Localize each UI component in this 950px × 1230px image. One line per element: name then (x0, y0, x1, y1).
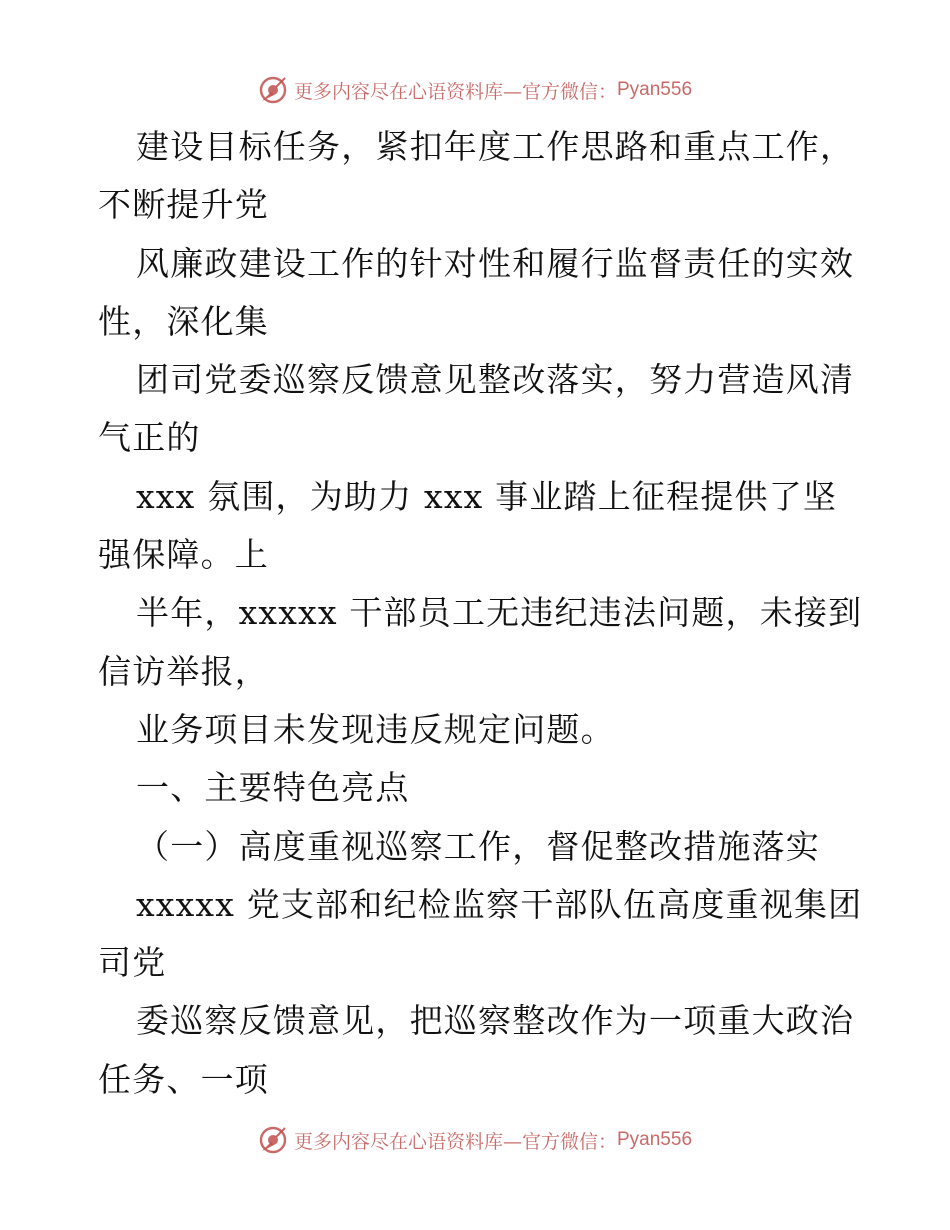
body-line: 任务、一项 (98, 1059, 269, 1099)
watermark-footer (0, 1120, 950, 1160)
body-line: 团司党委巡察反馈意见整改落实，努力营造风清 (136, 360, 855, 400)
body-line: 风廉政建设工作的针对性和履行监督责任的实效 (136, 243, 855, 283)
document-body (98, 118, 863, 1109)
body-line: 司党 (98, 943, 167, 983)
body-line: 气正的 (98, 418, 201, 458)
body-line: 不断提升党 (98, 185, 269, 225)
watermark-text: 更多内容尽在心语资料库—官方微信： (293, 80, 617, 103)
body-line: xxxxx 党支部和纪检监察干部队伍高度重视集团 (136, 884, 863, 924)
body-line: 业务项目未发现违反规定问题。 (136, 709, 615, 749)
body-line: 半年，xxxxx 干部员工无违纪违法问题，未接到 (136, 593, 863, 633)
watermark-header (0, 70, 950, 110)
body-line: 强保障。上 (98, 535, 269, 575)
watermark-text: 更多内容尽在心语资料库—官方微信： (293, 1130, 617, 1153)
section-heading: 一、主要特色亮点 (136, 768, 410, 808)
watermark-wechat-id: Pyan556 (617, 1129, 693, 1150)
body-line: xxx 氛围，为助力 xxx 事业踏上征程提供了坚 (136, 476, 838, 516)
body-line: 信访举报， (98, 651, 269, 691)
pen-logo-icon (258, 1125, 288, 1155)
pen-logo-icon (258, 75, 288, 105)
body-line: 委巡察反馈意见，把巡察整改作为一项重大政治 (136, 1001, 855, 1041)
watermark-wechat-id: Pyan556 (617, 79, 693, 100)
subsection-heading: （一）高度重视巡察工作，督促整改措施落实 (136, 826, 820, 866)
body-line: 建设目标任务，紧扣年度工作思路和重点工作， (136, 127, 855, 166)
body-line: 性，深化集 (98, 301, 269, 341)
